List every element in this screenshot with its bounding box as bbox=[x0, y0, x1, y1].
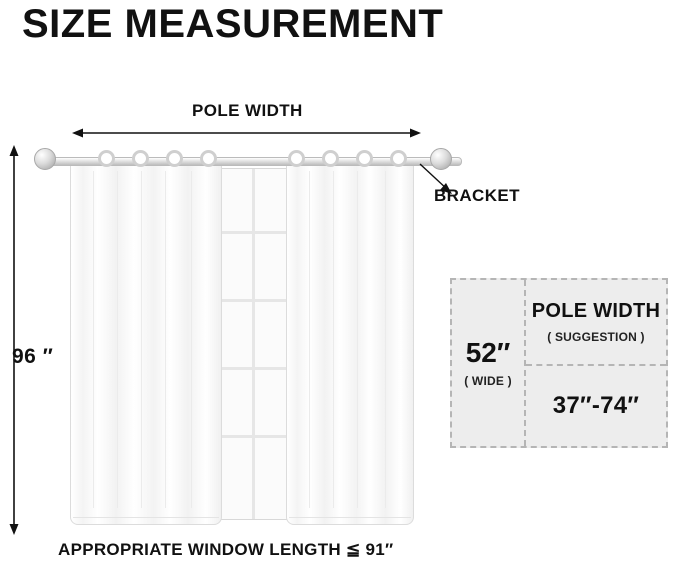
spec-width-value: 52″ bbox=[465, 336, 511, 368]
spec-width-sublabel: ( WIDE ) bbox=[464, 373, 512, 388]
page-title: SIZE MEASUREMENT bbox=[22, 2, 444, 46]
grommet bbox=[166, 150, 183, 167]
curtain-panel-left bbox=[70, 160, 222, 525]
window-graphic bbox=[216, 168, 290, 520]
curtain-panel-right bbox=[286, 160, 414, 525]
spec-pole-width-header bbox=[526, 280, 666, 366]
pole-width-label: POLE WIDTH bbox=[192, 101, 303, 120]
rod-finial-left bbox=[34, 148, 56, 170]
grommet bbox=[322, 150, 339, 167]
grommet bbox=[132, 150, 149, 167]
pole-width-arrow bbox=[72, 127, 421, 139]
grommet bbox=[390, 150, 407, 167]
spec-pole-width-range: 37″-74″ bbox=[552, 392, 640, 419]
window-grid bbox=[217, 169, 289, 519]
grommet bbox=[200, 150, 217, 167]
spec-width-cell bbox=[452, 280, 526, 446]
grommet bbox=[356, 150, 373, 167]
grommet bbox=[288, 150, 305, 167]
bracket-label: BRACKET bbox=[434, 186, 520, 205]
height-arrow bbox=[8, 145, 20, 535]
grommet bbox=[98, 150, 115, 167]
spec-pole-width-sublabel: ( SUGGESTION ) bbox=[547, 330, 645, 344]
window-length-note: APPROPRIATE WINDOW LENGTH ≦ 91″ bbox=[58, 540, 394, 559]
size-spec-table bbox=[450, 278, 668, 448]
curtain-height-label: 96 ″ bbox=[12, 345, 54, 368]
spec-pole-width-range-cell bbox=[526, 366, 666, 446]
spec-pole-width-title: POLE WIDTH bbox=[531, 300, 661, 322]
